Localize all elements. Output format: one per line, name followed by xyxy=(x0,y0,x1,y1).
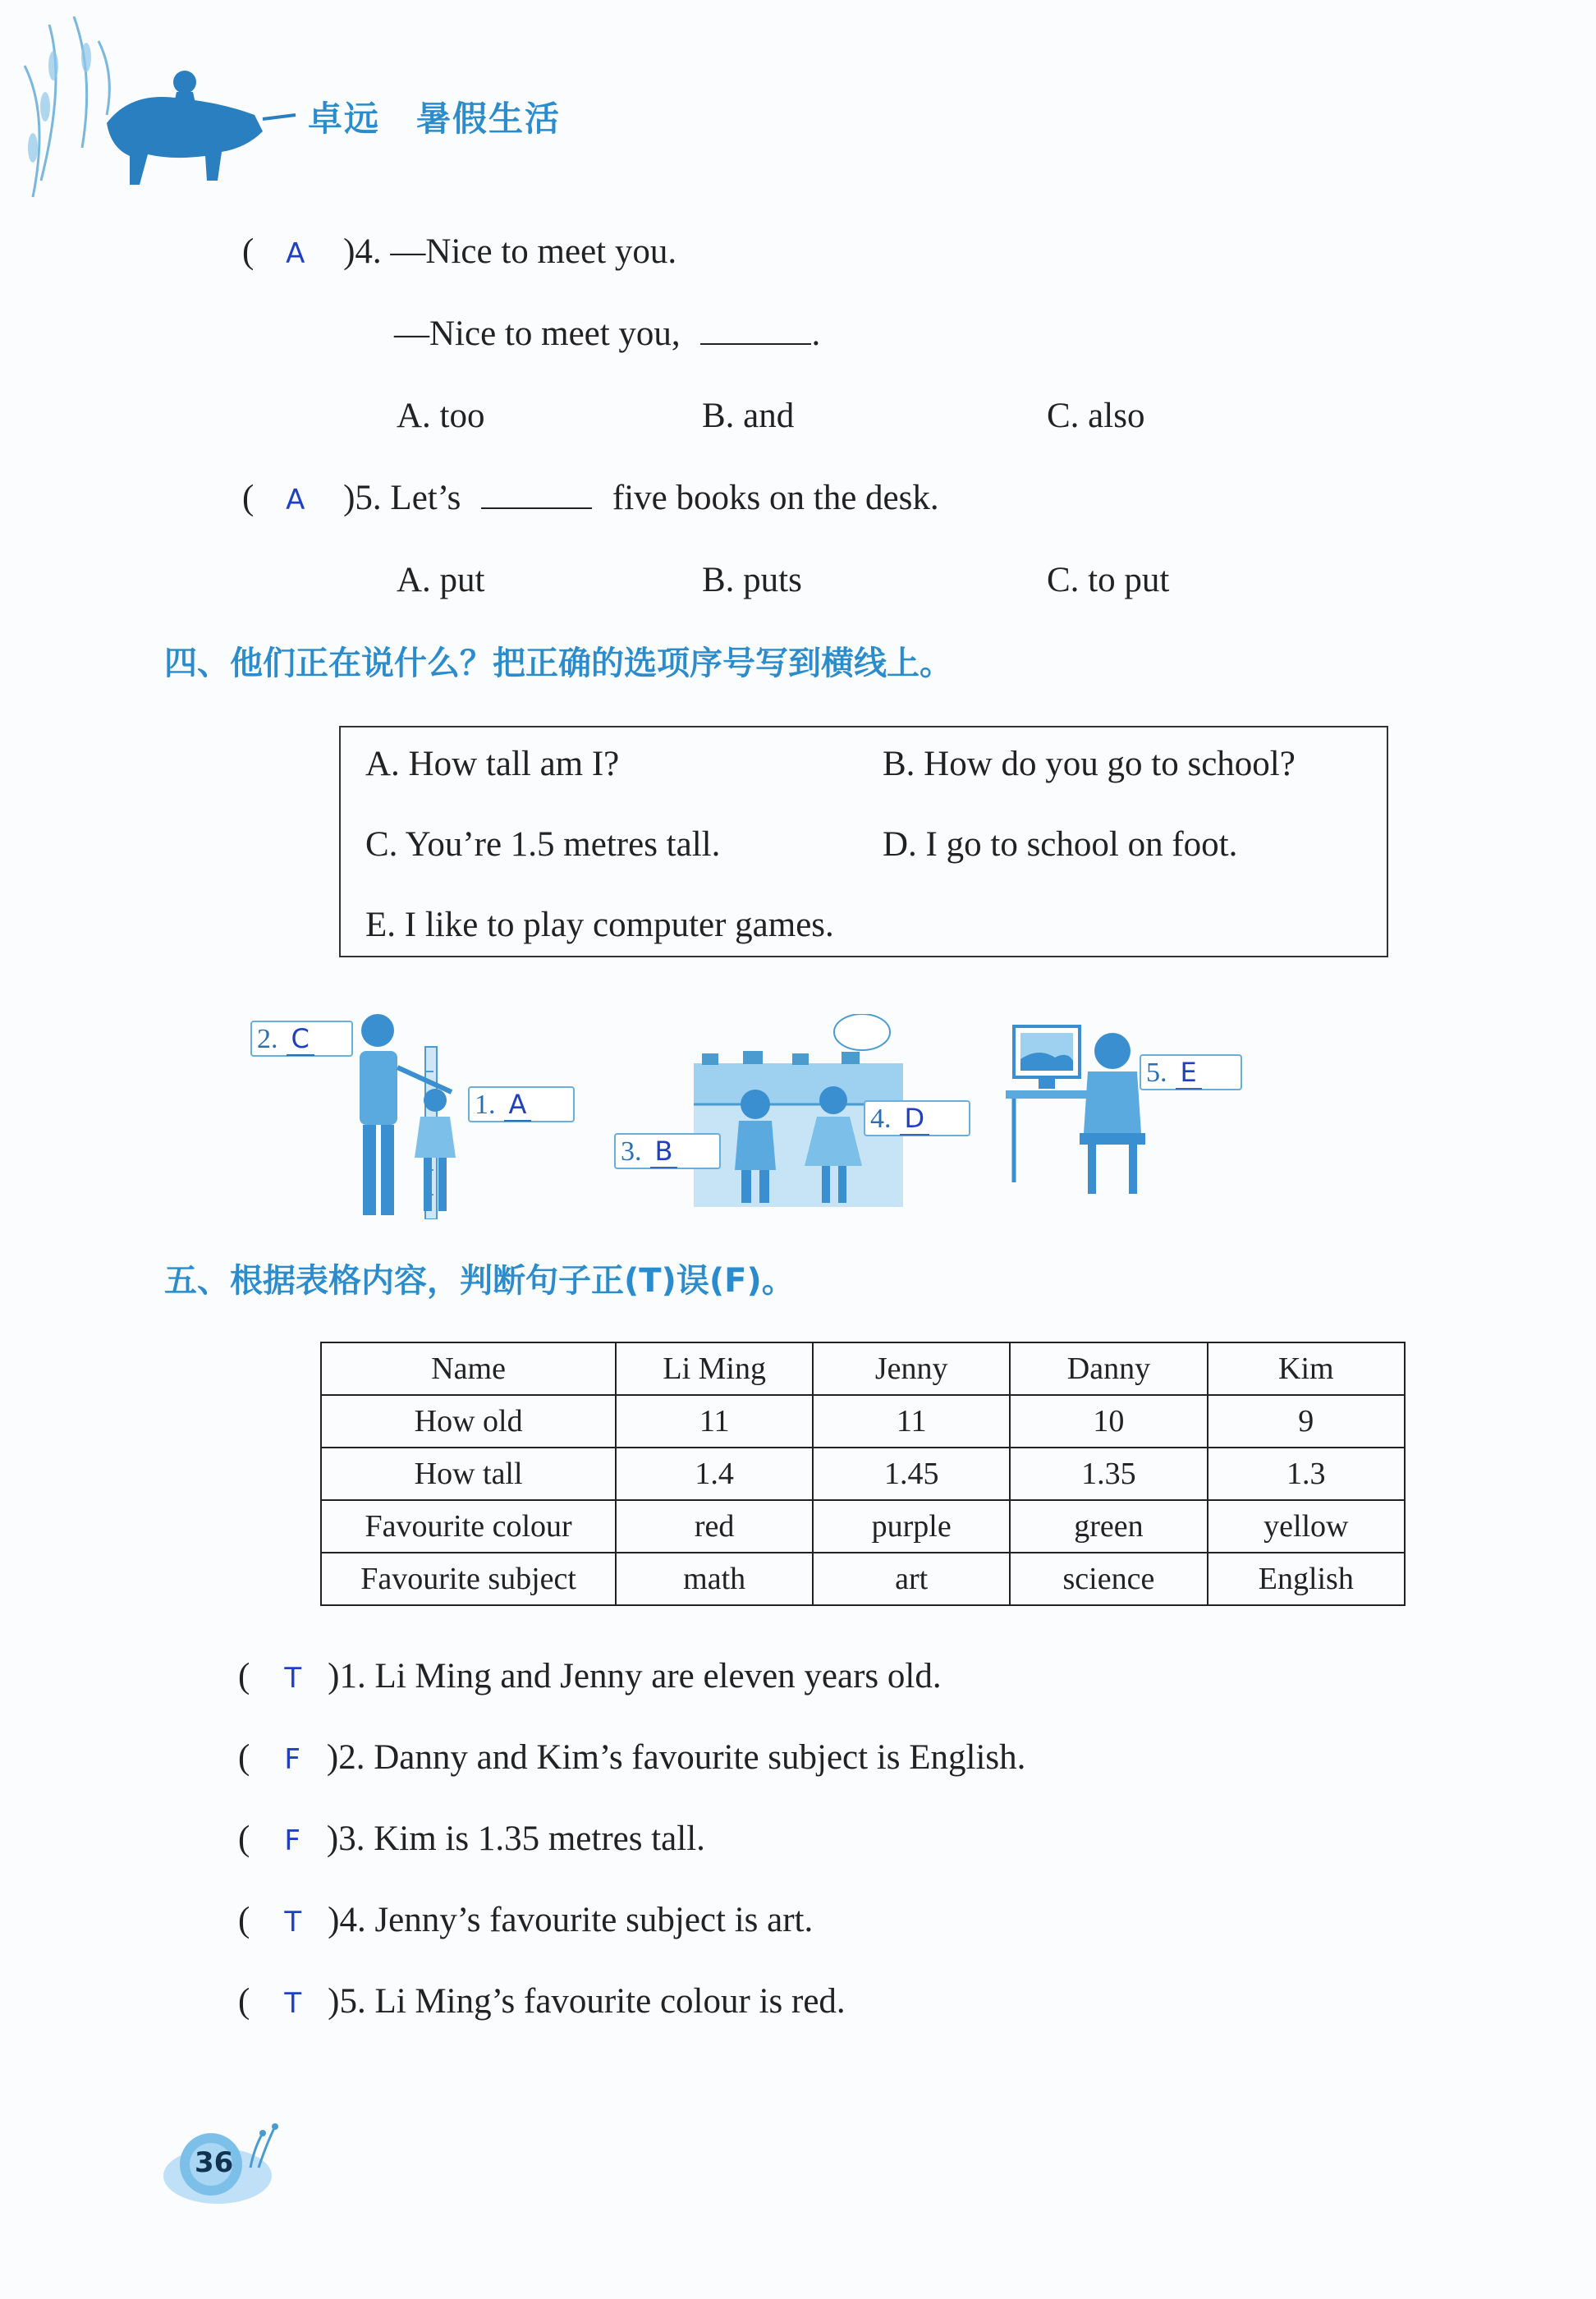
illustration-computer-games xyxy=(998,1018,1162,1203)
statement-text: 2. Danny and Kim’s favourite subject is English. xyxy=(338,1738,1026,1777)
table-cell: 1.45 xyxy=(813,1448,1010,1500)
q5-option-a: A. put xyxy=(397,561,485,599)
paren-close: ) xyxy=(328,1982,340,2021)
table-cell: 10 xyxy=(1010,1395,1207,1448)
paren-close: ) xyxy=(328,1901,340,1939)
answer-q5: A xyxy=(286,484,305,516)
label-answer: C xyxy=(287,1023,314,1056)
table-cell: 1.4 xyxy=(616,1448,813,1500)
label-number: 2. xyxy=(257,1024,278,1054)
option-c: C. You’re 1.5 metres tall. xyxy=(365,825,721,864)
answer-statement-1: T xyxy=(284,1662,302,1695)
answer-statement-2: F xyxy=(284,1743,300,1776)
statement-text: 4. Jenny’s favourite subject is art. xyxy=(339,1901,814,1939)
paren-close: ) xyxy=(343,479,355,517)
page-number-badge xyxy=(160,2118,283,2209)
label-number: 1. xyxy=(475,1090,496,1120)
paren-open: ( xyxy=(242,479,255,517)
question-4-line1 xyxy=(242,232,676,272)
option-b: B. How do you go to school? xyxy=(883,745,1296,783)
paren-close: ) xyxy=(326,1819,339,1858)
label-answer: E xyxy=(1176,1057,1202,1090)
table-cell: Jenny xyxy=(813,1342,1010,1395)
statement-text: 1. Li Ming and Jenny are eleven years old. xyxy=(339,1657,942,1696)
table-cell: art xyxy=(813,1553,1010,1605)
table-cell: Kim xyxy=(1208,1342,1405,1395)
question-text: . xyxy=(811,314,821,353)
page-number: 36 xyxy=(195,2146,234,2179)
q5-option-c: C. to put xyxy=(1047,561,1170,599)
section-5-title: 五、根据表格内容，判断句子正(T)误(F)。 xyxy=(164,1262,795,1300)
table-cell: English xyxy=(1208,1553,1405,1605)
question-text: —Nice to meet you. xyxy=(390,232,677,271)
statement-text: 3. Kim is 1.35 metres tall. xyxy=(338,1819,705,1858)
paren-close: ) xyxy=(328,1657,340,1696)
answer-statement-4: T xyxy=(284,1906,302,1939)
paren-open: ( xyxy=(238,1901,250,1939)
label-3 xyxy=(614,1133,721,1169)
table-row xyxy=(321,1448,1405,1500)
table-cell: Favourite colour xyxy=(321,1500,616,1553)
q4-option-b: B. and xyxy=(702,397,795,435)
table-row xyxy=(321,1553,1405,1605)
options-box xyxy=(339,726,1388,957)
answer-blank xyxy=(700,337,811,345)
option-e: E. I like to play computer games. xyxy=(365,906,834,944)
statement-2 xyxy=(238,1737,1025,1778)
answer-statement-5: T xyxy=(284,1987,302,2020)
paren-close: ) xyxy=(326,1738,339,1777)
label-answer: D xyxy=(900,1103,930,1136)
label-4 xyxy=(864,1100,970,1136)
info-table xyxy=(320,1342,1406,1606)
paren-open: ( xyxy=(238,1738,250,1777)
q5-option-b: B. puts xyxy=(702,561,802,599)
answer-statement-3: F xyxy=(284,1824,300,1857)
table-cell: 9 xyxy=(1208,1395,1405,1448)
table-cell: science xyxy=(1010,1553,1207,1605)
statement-5 xyxy=(238,1981,846,2021)
question-text: 5. Let’s xyxy=(355,479,461,517)
table-cell: How tall xyxy=(321,1448,616,1500)
paren-close: ) xyxy=(343,232,355,271)
question-4-line2 xyxy=(394,314,820,354)
label-number: 4. xyxy=(870,1104,892,1134)
table-cell: yellow xyxy=(1208,1500,1405,1553)
table-cell: Danny xyxy=(1010,1342,1207,1395)
paren-open: ( xyxy=(238,1657,250,1696)
option-d: D. I go to school on foot. xyxy=(883,825,1238,864)
table-cell: 11 xyxy=(616,1395,813,1448)
question-5-line1 xyxy=(242,478,939,518)
table-cell: How old xyxy=(321,1395,616,1448)
header-title: 卓远 暑假生活 xyxy=(308,99,562,139)
answer-blank xyxy=(481,501,592,509)
statement-text: 5. Li Ming’s favourite colour is red. xyxy=(339,1982,846,2021)
table-cell: green xyxy=(1010,1500,1207,1553)
header-illustration xyxy=(16,16,312,205)
answer-q4: A xyxy=(286,237,305,270)
label-answer: A xyxy=(504,1089,532,1122)
table-row xyxy=(321,1500,1405,1553)
paren-open: ( xyxy=(238,1982,250,2021)
label-number: 3. xyxy=(621,1136,642,1167)
table-cell: Name xyxy=(321,1342,616,1395)
label-answer: B xyxy=(650,1136,678,1168)
table-cell: red xyxy=(616,1500,813,1553)
label-2 xyxy=(250,1021,353,1057)
question-text: —Nice to meet you, xyxy=(394,314,681,353)
label-1 xyxy=(468,1086,575,1122)
paren-open: ( xyxy=(238,1819,250,1858)
label-number: 5. xyxy=(1146,1058,1167,1088)
table-cell: Favourite subject xyxy=(321,1553,616,1605)
label-5 xyxy=(1140,1054,1242,1090)
statement-3 xyxy=(238,1819,705,1859)
q4-option-a: A. too xyxy=(397,397,485,435)
table-cell: 1.35 xyxy=(1010,1448,1207,1500)
table-cell: math xyxy=(616,1553,813,1605)
statement-1 xyxy=(238,1656,942,1696)
question-text: five books on the desk. xyxy=(612,479,939,517)
table-cell: 1.3 xyxy=(1208,1448,1405,1500)
paren-open: ( xyxy=(242,232,255,271)
table-cell: purple xyxy=(813,1500,1010,1553)
table-cell: 11 xyxy=(813,1395,1010,1448)
table-cell: Li Ming xyxy=(616,1342,813,1395)
table-row xyxy=(321,1395,1405,1448)
section-4-title: 四、他们正在说什么？把正确的选项序号写到横线上。 xyxy=(164,645,952,682)
question-number: 4. xyxy=(355,232,382,271)
statement-4 xyxy=(238,1900,813,1940)
q4-option-c: C. also xyxy=(1047,397,1145,435)
option-a: A. How tall am I? xyxy=(365,745,620,783)
table-row xyxy=(321,1342,1405,1395)
